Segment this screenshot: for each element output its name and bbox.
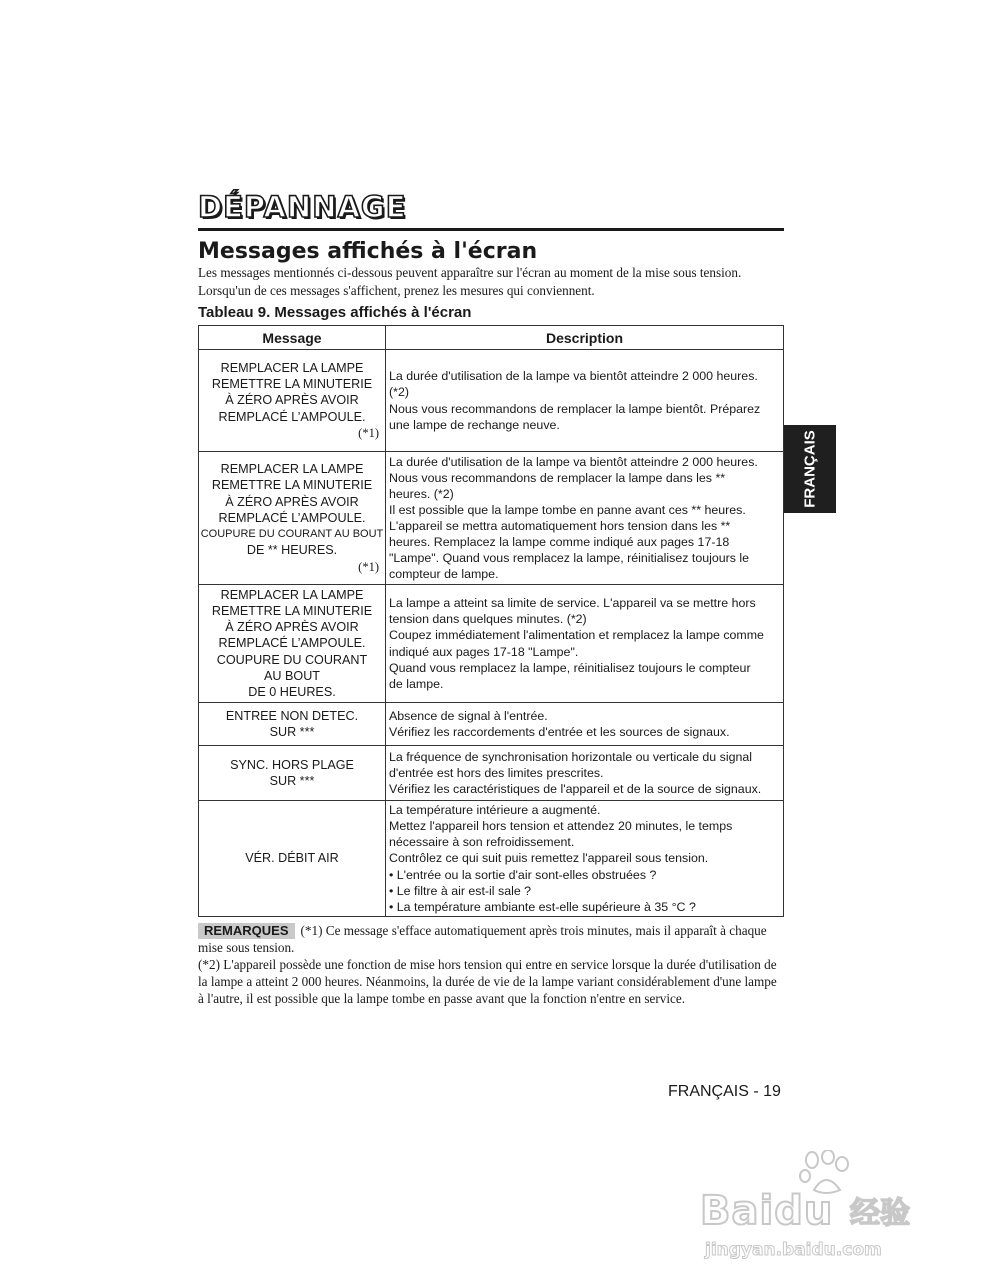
description-line: Nous vous recommandons de remplacer la lampe bientôt. Préparez (389, 401, 761, 416)
remark-1 (198, 922, 784, 956)
message-line: DE ** HEURES. (246, 543, 338, 558)
description-cell (386, 746, 784, 801)
description-cell (386, 452, 784, 585)
table-header-row (199, 326, 784, 350)
description-line: (*2) (389, 385, 409, 400)
message-cell (199, 746, 386, 801)
message-cell (199, 703, 386, 746)
remark-1-text: (*1) Ce message s'efface automatiquement après trois minutes, mais il apparaît à chaque mise sous tension. (198, 923, 767, 955)
intro-paragraph: Les messages mentionnés ci-dessous peuvent apparaître sur l'écran au moment de la mise sous tension. Lorsqu'un de ces messages s'affichent, prenez les mesures qui conviennent. (198, 265, 742, 298)
table-row (199, 452, 784, 585)
description-line: Mettez l'appareil hors tension et attendez 20 minutes, le temps (389, 819, 733, 834)
page-heading: DÉPANNAGE (198, 190, 407, 224)
description-line: Absence de signal à l'entrée. (389, 708, 548, 723)
watermark-url: jingyan.baidu.com (705, 1240, 882, 1260)
description-line: La température intérieure a augmenté. (389, 803, 601, 818)
description-cell (386, 703, 784, 746)
message-line: VÉR. DÉBIT AIR (245, 851, 339, 866)
message-line: REMPLACÉ L’AMPOULE. (218, 636, 366, 651)
table-row (199, 746, 784, 801)
baidu-watermark (700, 1150, 940, 1260)
description-line: Il est possible que la lampe tombe en panne avant ces ** heures. (389, 502, 746, 517)
table-row (199, 350, 784, 452)
message-line: REMETTRE LA MINUTERIE (211, 478, 373, 493)
message-line: À ZÉRO APRÈS AVOIR (225, 494, 359, 509)
section-title: Messages affichés à l'écran (198, 239, 538, 264)
description-line: Quand vous remplacez la lampe, réinitialisez toujours le compteur (389, 660, 751, 675)
column-header-message: Message (199, 326, 386, 350)
description-line: • L'entrée ou la sortie d'air sont-elles obstruées ? (389, 867, 657, 882)
message-line: REMPLACER LA LAMPE (220, 462, 364, 477)
description-line: • Le filtre à air est-il sale ? (389, 883, 532, 898)
message-cell (199, 452, 386, 585)
description-cell (386, 350, 784, 452)
description-line: L'appareil se mettra automatiquement hors tension dans les ** (389, 519, 731, 533)
table-caption: Tableau 9. Messages affichés à l'écran (198, 304, 472, 321)
description-line: Vérifiez les caractéristiques de l'appareil et de la source de signaux. (389, 782, 762, 797)
side-tab-label: FRANÇAIS (801, 430, 819, 508)
description-line: heures. Remplacez la lampe comme indiqué aux pages 17-18 (389, 535, 730, 550)
description-line: Coupez immédiatement l'alimentation et remplacez la lampe comme (389, 628, 764, 643)
message-line: SUR *** (269, 774, 315, 788)
message-line: REMETTRE LA MINUTERIE (211, 603, 373, 618)
table-row (199, 703, 784, 746)
description-line: Vérifiez les raccordements d'entrée et les sources de signaux. (389, 725, 730, 739)
message-line: À ZÉRO APRÈS AVOIR (225, 393, 359, 408)
description-cell (386, 801, 784, 917)
remark-2: (*2) L'appareil possède une fonction de mise hors tension qui entre en service lorsque la durée d'utilisation de la lampe a atteint 2 000 heures. Néanmoins, la durée de vie de la lampe variant considérablement d'une lampe à l'autre, il est possible que la lampe tombe en passe avant que la fonction n'entre en service. (198, 957, 777, 1006)
message-line: SYNC. HORS PLAGE (230, 757, 354, 772)
footnote-ref: (*1) (358, 559, 379, 574)
table-row (199, 585, 784, 703)
page-footer: FRANÇAIS - 19 (668, 1083, 781, 1100)
message-line: REMPLACÉ L’AMPOULE. (218, 510, 366, 525)
remarks-section (198, 922, 784, 1007)
column-header-description: Description (386, 326, 784, 350)
watermark-brand: Baidu (700, 1188, 834, 1234)
footnote-ref: (*1) (358, 425, 379, 440)
description-line: • La température ambiante est-elle supérieure à 35 °C ? (389, 899, 696, 914)
language-side-tab (784, 425, 836, 513)
description-line: La durée d'utilisation de la lampe va bientôt atteindre 2 000 heures. (389, 369, 758, 384)
message-line: ENTREE NON DETEC. (225, 708, 359, 723)
description-line: tension dans quelques minutes. (*2) (389, 612, 587, 627)
message-line: REMPLACER LA LAMPE (220, 360, 364, 375)
description-line: nécessaire à son refroidissement. (389, 835, 575, 850)
description-line: de lampe. (389, 676, 444, 691)
description-line: La lampe a atteint sa limite de service. L'appareil va se mettre hors (389, 596, 756, 611)
message-line: COUPURE DU COURANT (216, 652, 368, 667)
message-cell (199, 801, 386, 917)
description-line: d'entrée est hors des limites prescrites. (389, 765, 604, 780)
message-line: SUR *** (269, 725, 315, 739)
table-row (199, 801, 784, 917)
description-cell (386, 585, 784, 703)
message-cell (199, 585, 386, 703)
description-line: "Lampe". Quand vous remplacez la lampe, réinitialisez toujours le (389, 551, 750, 566)
description-line: La fréquence de synchronisation horizontale ou verticale du signal (389, 749, 753, 764)
watermark-chinese: 经验 (850, 1196, 910, 1231)
description-line: Nous vous recommandons de remplacer la lampe dans les ** (389, 470, 726, 485)
message-line: À ZÉRO APRÈS AVOIR (225, 620, 359, 635)
description-line: heures. (*2) (389, 486, 454, 501)
message-line: REMPLACER LA LAMPE (220, 587, 364, 602)
heading-rule (198, 228, 784, 231)
message-line: COUPURE DU COURANT AU BOUT (200, 528, 384, 541)
description-line: compteur de lampe. (389, 567, 499, 582)
message-line: REMPLACÉ L’AMPOULE. (218, 409, 366, 424)
description-line: indiqué aux pages 17-18 "Lampe". (389, 644, 579, 659)
message-line: DE 0 HEURES. (248, 685, 336, 699)
remarks-badge: REMARQUES (198, 923, 295, 939)
message-line: REMETTRE LA MINUTERIE (211, 377, 373, 392)
message-line: AU BOUT (264, 668, 320, 683)
description-line: une lampe de rechange neuve. (389, 417, 560, 432)
message-cell (199, 350, 386, 452)
description-line: Contrôlez ce qui suit puis remettez l'appareil sous tension. (389, 851, 709, 866)
description-line: La durée d'utilisation de la lampe va bientôt atteindre 2 000 heures. (389, 454, 758, 469)
messages-table (198, 325, 784, 917)
